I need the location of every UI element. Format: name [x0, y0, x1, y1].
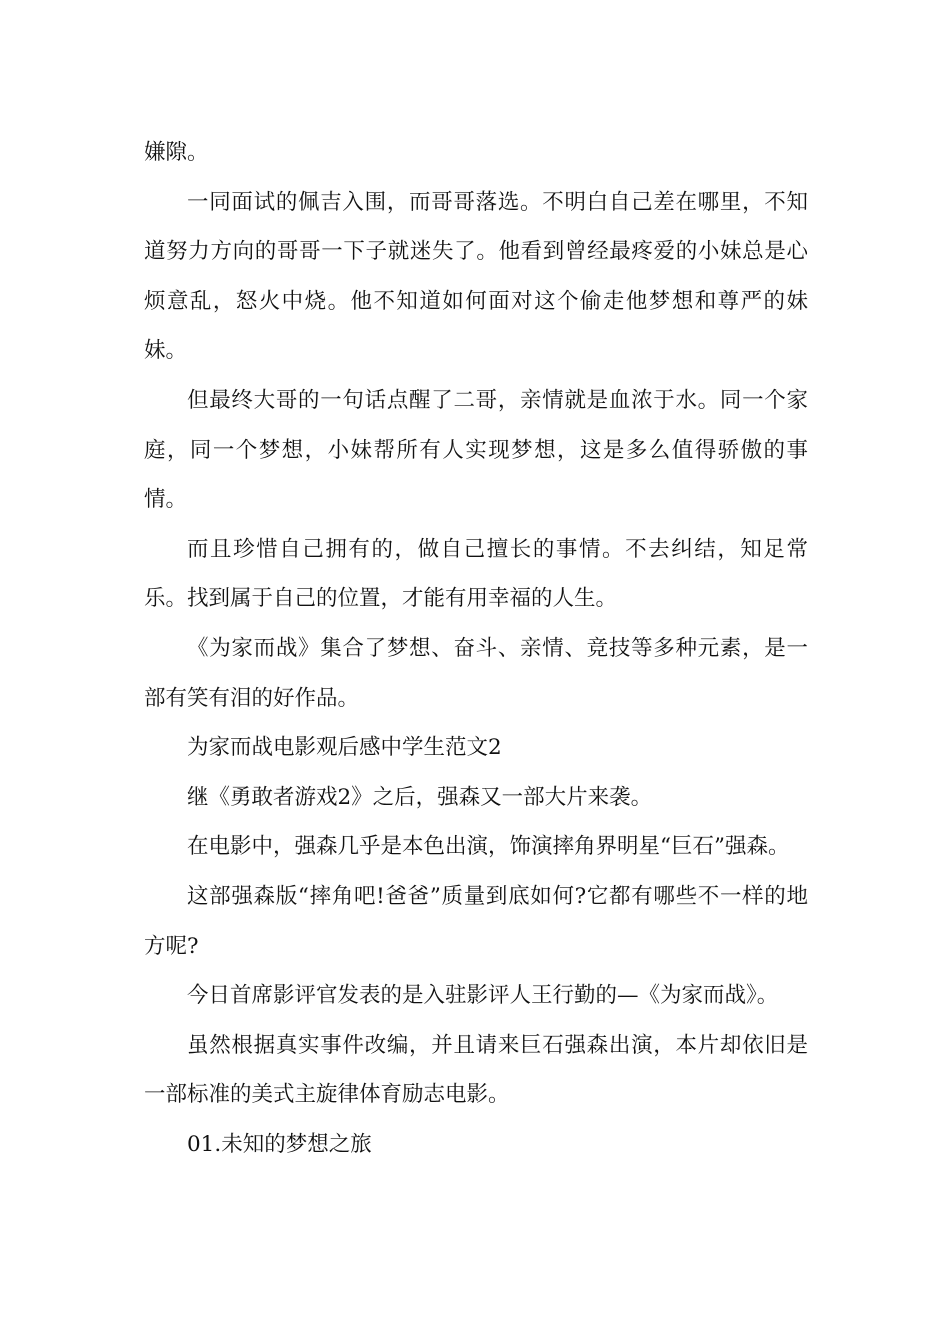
paragraph-critic: 今日首席影评官发表的是入驻影评人王行勤的—《为家而战》。: [187, 983, 779, 1009]
paragraph-family-bond: 但最终大哥的一句话点醒了二哥，亲情就是血浓于水。同一个家庭，同一个梦想，小妹帮所有人实现梦想，这是多么值得骄傲的事情。: [144, 387, 808, 513]
paragraph-genre: 虽然根据真实事件改编，并且请来巨石强森出演，本片却依旧是一部标准的美式主旋律体育励志电影。: [144, 1032, 808, 1108]
document-body: [144, 128, 808, 1169]
paragraph-intro: 继《勇敢者游戏2》之后，强森又一部大片来袭。: [187, 784, 653, 810]
subsection-heading: 01.未知的梦想之旅: [187, 1131, 372, 1157]
paragraph-cherish: 而且珍惜自己拥有的，做自己擅长的事情。不去纠结，知足常乐。找到属于自己的位置，才能有用幸福的人生。: [144, 536, 808, 612]
section-heading: 为家而战电影观后感中学生范文2: [187, 735, 502, 761]
paragraph-audition: 一同面试的佩吉入围，而哥哥落选。不明白自己差在哪里，不知道努力方向的哥哥一下子就迷失了。他看到曾经最疼爱的小妹总是心烦意乱，怒火中烧。他不知道如何面对这个偷走他梦想和尊严的妹妹。: [144, 189, 808, 364]
paragraph-summary: 《为家而战》集合了梦想、奋斗、亲情、竞技等多种元素，是一部有笑有泪的好作品。: [144, 635, 808, 711]
paragraph-question: 这部强森版“摔角吧!爸爸”质量到底如何?它都有哪些不一样的地方呢?: [144, 883, 808, 959]
paragraph-continuation: 嫌隙。: [144, 140, 209, 165]
paragraph-role: 在电影中，强森几乎是本色出演，饰演摔角界明星“巨石”强森。: [187, 834, 790, 860]
